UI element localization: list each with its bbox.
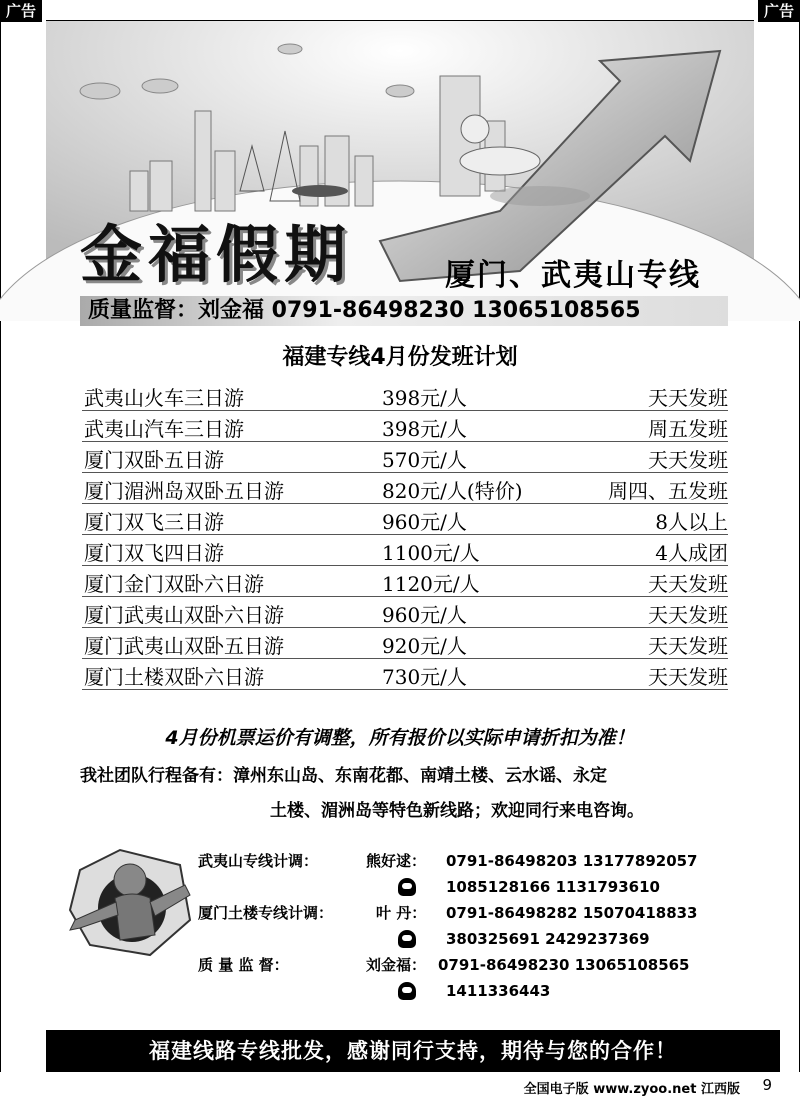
contact-qq-row xyxy=(198,874,758,900)
brand-logo: 金福假期 xyxy=(80,218,353,291)
page-footer-info: 全国电子版 www.zyoo.net 江西版 xyxy=(523,1082,740,1097)
route-price: 398元/人 xyxy=(382,417,467,441)
table-row xyxy=(82,380,728,411)
table-row xyxy=(82,442,728,473)
route-schedule: 天天发班 xyxy=(648,572,728,596)
itinerary-note: 我社团队行程备有：漳州东山岛、东南花都、南靖土楼、云水谣、永定 xyxy=(80,766,607,786)
route-price: 1100元/人 xyxy=(382,541,480,565)
route-name: 武夷山火车三日游 xyxy=(84,386,244,410)
contact-name: 熊好逑： xyxy=(366,852,427,870)
route-schedule: 周五发班 xyxy=(648,417,728,441)
contact-row xyxy=(198,952,758,978)
route-price: 960元/人 xyxy=(382,510,467,534)
contact-name: 叶 丹： xyxy=(376,904,427,922)
route-name: 厦门武夷山双卧五日游 xyxy=(84,634,284,658)
itinerary-note-cont: 土楼、湄洲岛等特色新线路；欢迎同行来电咨询。 xyxy=(270,801,644,821)
page-number: 9 xyxy=(762,1076,772,1094)
contact-row xyxy=(198,900,758,926)
supervise-text: 质量监督：刘金福 0791-86498230 13065108565 xyxy=(88,298,641,323)
contact-block xyxy=(198,848,758,1004)
route-price: 730元/人 xyxy=(382,665,467,689)
route-price: 920元/人 xyxy=(382,634,467,658)
mascot-figure xyxy=(60,840,200,960)
route-name: 武夷山汽车三日游 xyxy=(84,417,244,441)
price-notice: 4月份机票运价有调整，所有报价以实际申请折扣为准！ xyxy=(165,727,635,749)
contact-name: 刘金福： xyxy=(366,956,427,974)
contact-qq: 1085128166 1131793610 xyxy=(446,878,660,896)
qq-icon xyxy=(398,930,416,948)
footer-banner: 福建线路专线批发，感谢同行支持，期待与您的合作！ xyxy=(46,1030,780,1072)
route-name: 厦门金门双卧六日游 xyxy=(84,572,264,596)
route-name: 厦门武夷山双卧六日游 xyxy=(84,603,284,627)
table-row xyxy=(82,473,728,504)
route-price: 960元/人 xyxy=(382,603,467,627)
route-schedule: 天天发班 xyxy=(648,634,728,658)
schedule-title: 福建专线4月份发班计划 xyxy=(282,345,518,370)
contact-label: 武夷山专线计调： xyxy=(198,852,319,870)
route-price: 398元/人 xyxy=(382,386,467,410)
schedule-table xyxy=(82,380,728,690)
route-price: 1120元/人 xyxy=(382,572,480,596)
route-schedule: 8人以上 xyxy=(655,510,728,534)
route-title: 厦门、武夷山专线 xyxy=(445,258,701,293)
route-schedule: 天天发班 xyxy=(648,386,728,410)
table-row xyxy=(82,659,728,690)
route-price: 820元/人(特价) xyxy=(382,479,523,503)
contact-phone: 0791-86498230 13065108565 xyxy=(438,956,690,974)
route-name: 厦门双飞四日游 xyxy=(84,541,224,565)
contact-qq-row xyxy=(198,926,758,952)
route-schedule: 周四、五发班 xyxy=(608,479,728,503)
route-name: 厦门双飞三日游 xyxy=(84,510,224,534)
route-schedule: 4人成团 xyxy=(655,541,728,565)
contact-label: 厦门土楼专线计调： xyxy=(198,904,334,922)
table-row xyxy=(82,535,728,566)
table-row xyxy=(82,628,728,659)
contact-qq: 380325691 2429237369 xyxy=(446,930,650,948)
table-row xyxy=(82,411,728,442)
route-schedule: 天天发班 xyxy=(648,603,728,627)
contact-phone: 0791-86498282 15070418833 xyxy=(446,904,698,922)
route-name: 厦门土楼双卧六日游 xyxy=(84,665,264,689)
ad-tag-left: 广告 xyxy=(0,0,42,22)
ad-tag-right: 广告 xyxy=(758,0,800,22)
table-row xyxy=(82,566,728,597)
qq-icon xyxy=(398,878,416,896)
route-name: 厦门湄洲岛双卧五日游 xyxy=(84,479,284,503)
table-row xyxy=(82,504,728,535)
route-price: 570元/人 xyxy=(382,448,467,472)
contact-qq: 1411336443 xyxy=(446,982,551,1000)
contact-row xyxy=(198,848,758,874)
table-row xyxy=(82,597,728,628)
route-schedule: 天天发班 xyxy=(648,448,728,472)
contact-label: 质 量 监 督： xyxy=(198,956,289,974)
contact-phone: 0791-86498203 13177892057 xyxy=(446,852,698,870)
qq-icon xyxy=(398,982,416,1000)
route-schedule: 天天发班 xyxy=(648,665,728,689)
route-name: 厦门双卧五日游 xyxy=(84,448,224,472)
contact-qq-row xyxy=(198,978,758,1004)
